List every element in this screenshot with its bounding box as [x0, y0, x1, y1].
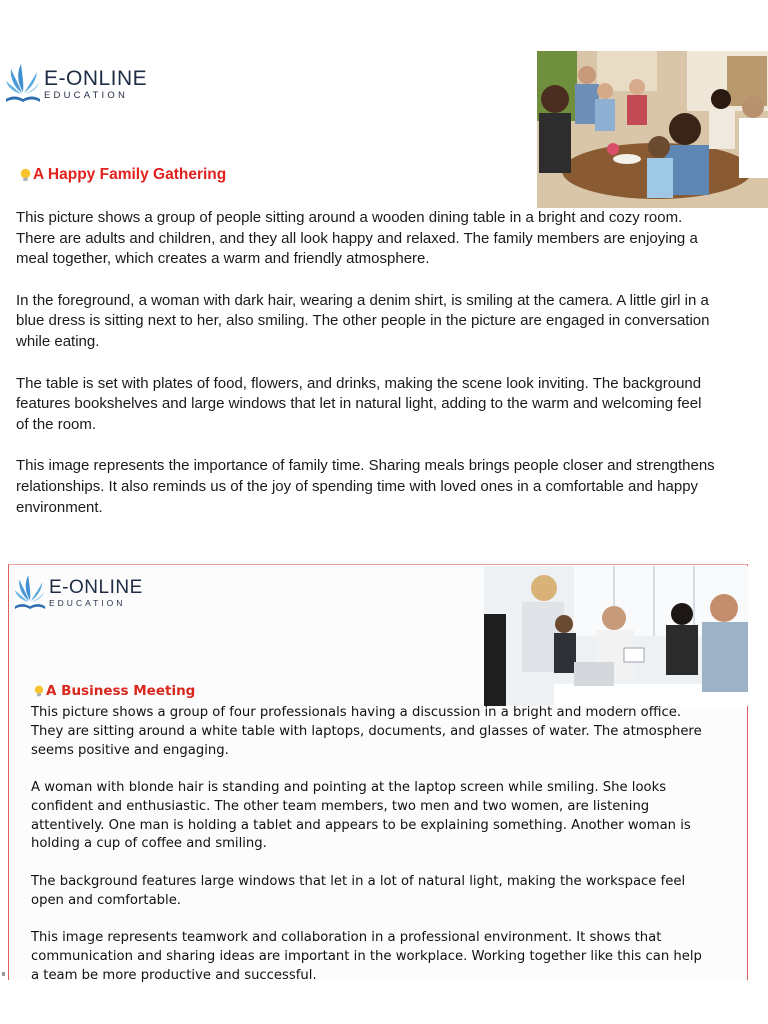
paragraph: This image represents the importance of family time. Sharing meals brings people closer and strengthens relationships. It also reminds us of the joy of spending time with loved ones in a comfortable and happy environment.	[16, 457, 715, 516]
paragraph: A woman with blonde hair is standing and pointing at the laptop screen while smiling. She looks confident and enthusiastic. The other team members, two men and two women, are listening attentively. One man is holding a tablet and appears to be explaining something. Another woman is holding a cup of coffee and smiling.	[31, 779, 691, 852]
section1-title	[20, 166, 226, 184]
paragraph: This picture shows a group of people sitting around a wooden dining table in a bright and cozy room. There are adults and children, and they all look happy and relaxed. The family members are enjoying a meal together, which creates a warm and friendly atmosphere.	[16, 209, 698, 268]
section2-title	[34, 683, 195, 699]
paragraph: The background features large windows that let in a lot of natural light, making the workspace feel open and comfortable.	[31, 873, 686, 908]
business-meeting-photo	[484, 566, 748, 706]
paragraph: In the foreground, a woman with dark hair, wearing a denim shirt, is smiling at the camera. A little girl in a blue dress is sitting next to her, also smiling. The other people in the picture are engaged in conversation while eating.	[16, 291, 710, 350]
e-online-logo	[5, 62, 147, 106]
business-meeting-photo-icon	[484, 566, 748, 706]
book-leaf-logo-icon	[5, 62, 41, 106]
logo-subtitle: EDUCATION	[44, 89, 129, 101]
paragraph: This image represents teamwork and collaboration in a professional environment. It shows that communication and sharing ideas are important in the workplace. Working together like this can help a team be more productive and successful.	[31, 929, 702, 983]
section1-body	[16, 208, 716, 539]
paragraph: This picture shows a group of four professionals having a discussion in a bright and modern office. They are sitting around a white table with laptops, documents, and glasses of water. The atmosphere seems positive and engaging.	[31, 705, 702, 758]
lightbulb-icon	[20, 168, 31, 183]
section1-title-text: A Happy Family Gathering	[33, 166, 227, 183]
logo-title: E-ONLINE	[49, 577, 143, 599]
paragraph: The table is set with plates of food, flowers, and drinks, making the scene look inviting. The background features bookshelves and large windows that let in natural light, adding to the warm and welcoming feel of the room.	[16, 374, 702, 433]
family-dinner-photo-icon	[537, 51, 768, 208]
section2-title-text: A Business Meeting	[46, 683, 196, 699]
book-leaf-logo-icon	[14, 573, 46, 613]
logo-subtitle: EDUCATION	[49, 598, 126, 609]
section2-body	[31, 704, 711, 1004]
logo-title: E-ONLINE	[44, 66, 148, 90]
family-dinner-photo	[537, 51, 768, 208]
lightbulb-icon	[34, 685, 44, 698]
page-mark	[2, 972, 5, 976]
e-online-logo	[14, 573, 143, 613]
